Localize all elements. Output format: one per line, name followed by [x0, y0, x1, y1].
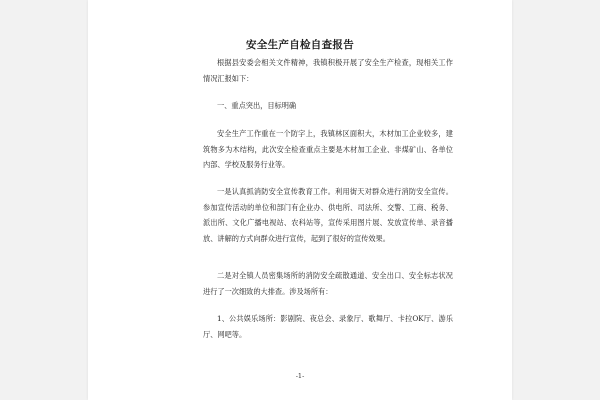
document-title: 安全生产自检自查报告: [246, 39, 354, 51]
page-number: -1-: [295, 372, 305, 380]
section-heading-1: 一、重点突出，目标明确: [217, 101, 297, 110]
document-page: [88, 0, 512, 400]
paragraph-focus: 安全生产工作重在一个防字上，我镇林区面积大，木材加工企业较多，建筑物多为木结构，此次安全检查重点主要是木材加工企业、非煤矿山、各单位内部、学校及服务行业等。: [203, 129, 453, 169]
paragraph-intro: 根据县安委会相关文件精神，我镇积极开展了安全生产检查，现相关工作情况汇报如下：: [203, 58, 453, 83]
paragraph-inspection: 二是对全镇人员密集场所的消防安全疏散通道、安全出口、安全标志状况进行了一次细致的大排查。涉及场所有：: [203, 271, 453, 296]
paragraph-fire-education: 一是认真抓消防安全宣传教育工作。利用街天对群众进行消防安全宣传。参加宣传活动的单位和部门有企业办、供电所、司法所、交警、工商、税务、派出所、文化广播电视站、农科站等，宣传采用图片展、发放宣传单、录音播放、讲解的方式向群众进行宣传，起到了很好的宣传效果。: [203, 187, 453, 243]
list-item-entertainment-venues: 1、公共娱乐场所：影剧院、夜总会、录象厅、歌舞厅、卡拉OK厅、游乐厅、网吧等。: [203, 314, 453, 339]
